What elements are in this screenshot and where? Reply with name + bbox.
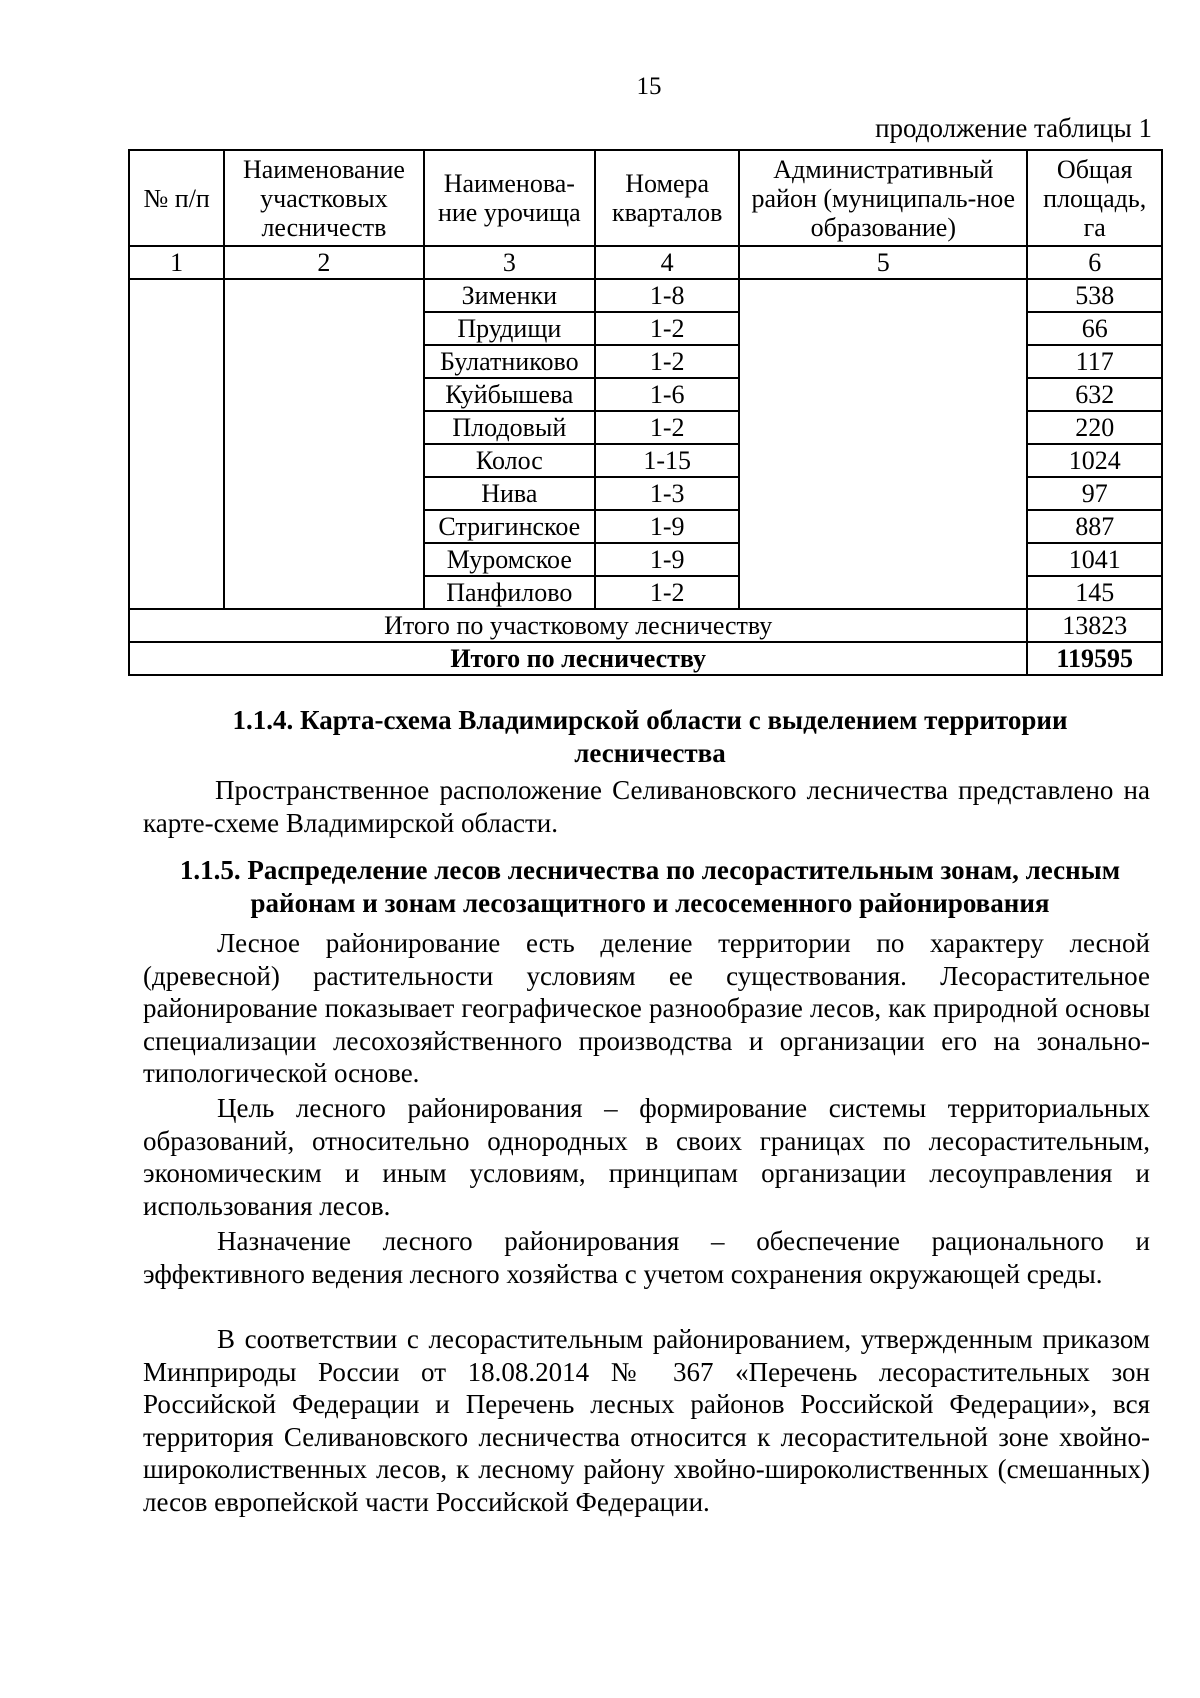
area-cell: 538 [1027,279,1162,312]
quarters-cell: 1-2 [595,312,739,345]
area-cell: 632 [1027,378,1162,411]
paragraph: Цель лесного районирования – формирование системы территориальных образований, относительно однородных в своих границах по лесорастительным, экономическим и иным условиям, принципам организации лесоуправления и использования лесов. [143,1093,1150,1221]
page-number: 15 [636,73,662,100]
paragraph: Назначение лесного районирования – обеспечение рационального и эффективного ведения лесного хозяйства с учетом сохранения окружающей среды. [143,1226,1150,1289]
area-cell: 97 [1027,477,1162,510]
tract-name-cell: Булатниково [424,345,596,378]
tract-name-cell: Муромское [424,543,596,576]
number-cell-empty [129,279,224,609]
quarters-cell: 1-3 [595,477,739,510]
table-header-row [129,150,1162,246]
header-tract-name: Наименова-ние урочища [424,150,596,246]
quarters-cell: 1-9 [595,543,739,576]
paragraph: В соответствии с лесорастительным районированием, утвержденным приказом Минприроды России от 18.08.2014 № 367 «Перечень лесорастительных зон Российской Федерации и Перечень лесных районов Российской Федерации», вся территория Селивановского лесничества относится к лесорастительной зоне хвойно-широколиственных лесов, к лесному району хвойно-широколиственных (смешанных) лесов европейской части Российской Федерации. [143,1324,1150,1517]
heading-line: районам и зонам лесозащитного и лесосеменного районирования [250,888,1050,918]
subtotal-value: 13823 [1027,609,1162,642]
tract-name-cell: Колос [424,444,596,477]
tract-name-cell: Нива [424,477,596,510]
quarters-cell: 1-2 [595,576,739,609]
column-number: 1 [129,246,224,279]
section-1-1-5-heading [130,854,1170,920]
area-cell: 887 [1027,510,1162,543]
paragraph: Лесное районирование есть деление территории по характеру лесной (древесной) растительности условиям ее существования. Лесорастительное районирование показывает географическое разнообразие лесов, как природной основы специализации лесохозяйственного производства и организации его на зонально-типологической основе. [143,928,1150,1088]
table-row [129,279,1162,312]
heading-line: 1.1.4. Карта-схема Владимирской области с выделением территории [232,705,1068,735]
column-number: 6 [1027,246,1162,279]
heading-line: лесничества [574,738,726,768]
quarters-cell: 1-8 [595,279,739,312]
column-number: 2 [224,246,423,279]
column-number: 3 [424,246,596,279]
column-number: 4 [595,246,739,279]
section-1-1-4-heading [130,704,1170,770]
area-cell: 66 [1027,312,1162,345]
area-cell: 117 [1027,345,1162,378]
tract-name-cell: Зименки [424,279,596,312]
quarters-cell: 1-2 [595,411,739,444]
subtotal-label: Итого по участковому лесничеству [129,609,1027,642]
header-number: № п/п [129,150,224,246]
section-1-1-4-paragraph: Пространственное расположение Селивановского лесничества представлено на карте-схеме Владимирской области. [143,775,1150,838]
area-cell: 145 [1027,576,1162,609]
tract-name-cell: Куйбышева [424,378,596,411]
subtotal-row [129,609,1162,642]
header-total-area: Общая площадь, га [1027,150,1162,246]
quarters-cell: 1-2 [595,345,739,378]
column-number-row [129,246,1162,279]
header-quarter-numbers: Номера кварталов [595,150,739,246]
quarters-cell: 1-15 [595,444,739,477]
column-number: 5 [739,246,1027,279]
area-cell: 1024 [1027,444,1162,477]
quarters-cell: 1-6 [595,378,739,411]
header-admin-district: Административный район (муниципаль-ное образование) [739,150,1027,246]
quarters-cell: 1-9 [595,510,739,543]
table-continuation-label: продолжение таблицы 1 [875,113,1152,143]
grand-total-row [129,642,1162,675]
grand-total-label: Итого по лесничеству [129,642,1027,675]
district-cell-empty [224,279,423,609]
forest-areas-table [128,149,1163,676]
area-cell: 1041 [1027,543,1162,576]
area-cell: 220 [1027,411,1162,444]
heading-line: 1.1.5. Распределение лесов лесничества по лесорастительным зонам, лесным [179,855,1121,885]
tract-name-cell: Прудищи [424,312,596,345]
grand-total-value: 119595 [1027,642,1162,675]
admin-district-cell-empty [739,279,1027,609]
tract-name-cell: Стригинское [424,510,596,543]
tract-name-cell: Плодовый [424,411,596,444]
tract-name-cell: Панфилово [424,576,596,609]
header-district-forestry: Наименование участковых лесничеств [224,150,423,246]
